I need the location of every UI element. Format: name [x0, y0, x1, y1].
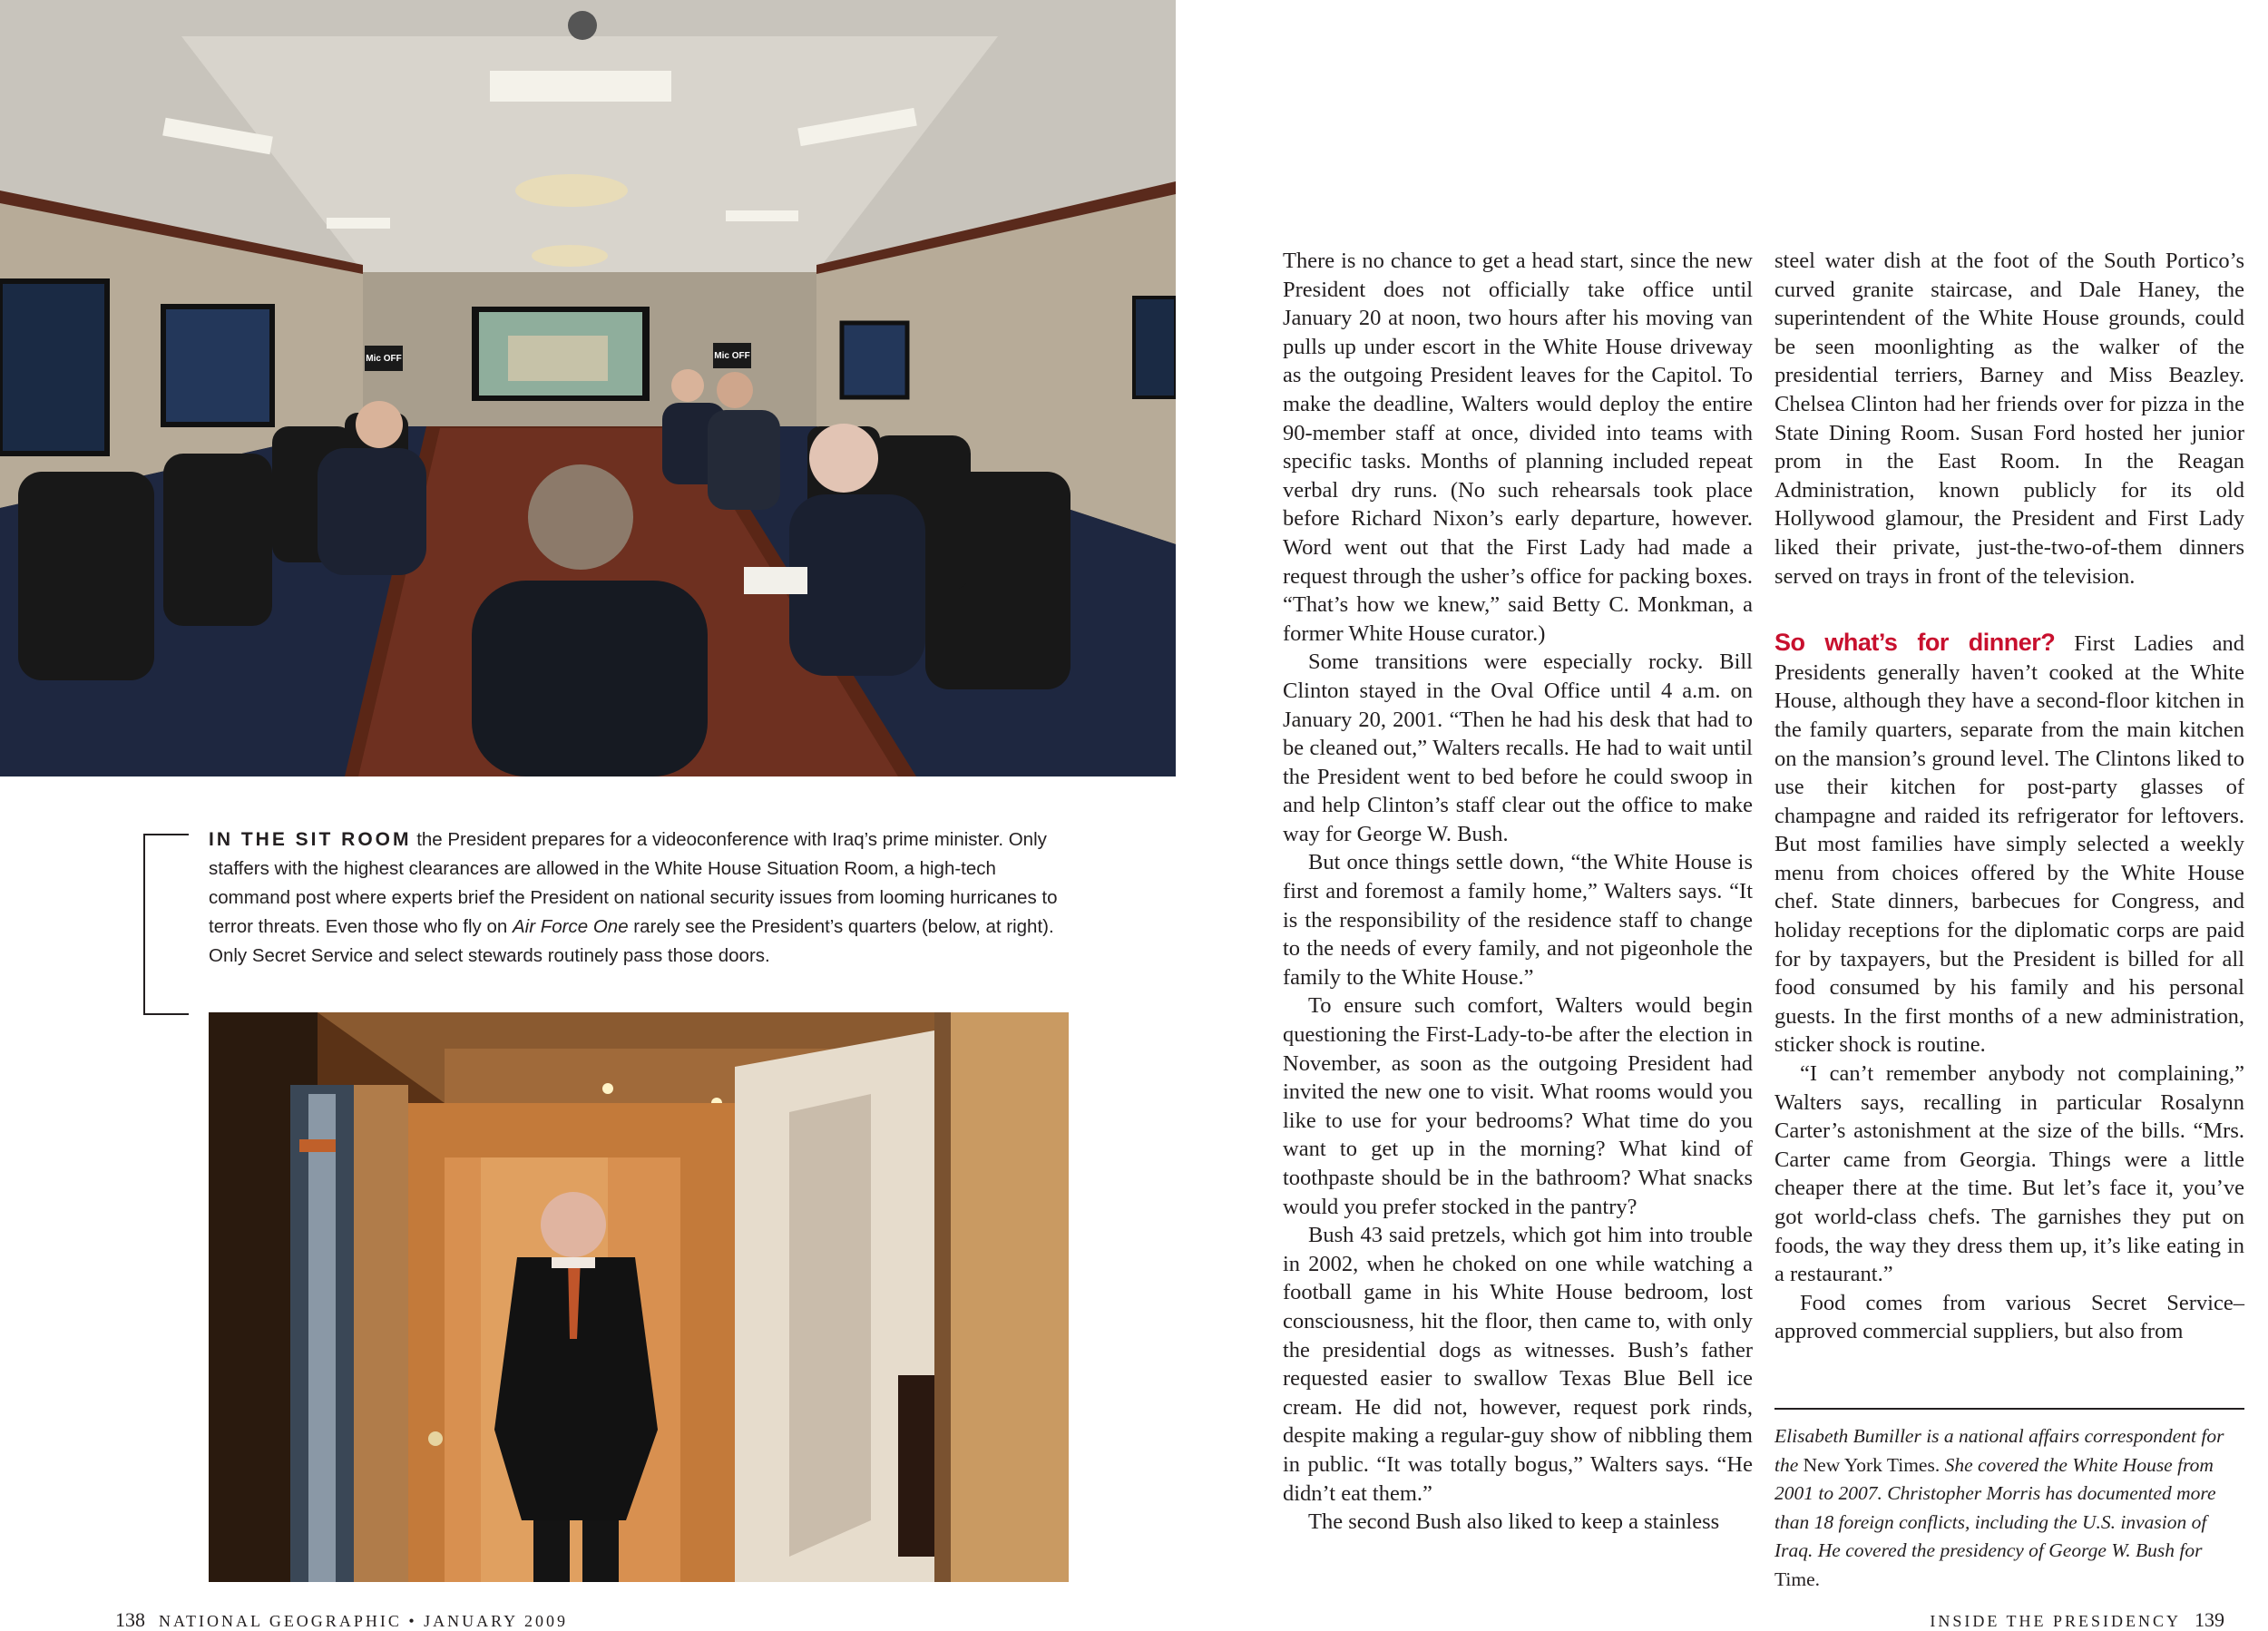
photo-caption	[209, 825, 1061, 971]
folio-left	[115, 1608, 568, 1631]
paragraph: Bush 43 said pretzels, which got him into trouble in 2002, when he choked on one while watching a football game in his White House bedroom, lost consciousness, hit the floor, then came to, with only the presidential dogs as witnesses. Bush’s father requested easier to swallow Texas Blue Bell ice cream. He did not, however, request pork rinds, despite making a regular-guy show of nibbling them in public. “It was totally bogus,” Walters says. “He didn’t eat them.”	[1283, 1223, 1753, 1506]
paragraph: “I can’t remember anybody not complaining,” Walters says, recalling in particular Rosalynn Carter’s astonishment at the size of the bills. “Mrs. Carter came from Georgia. Things were a little cheaper there at the time. But let’s face it, you’ve got world-class chefs. The garnishes they put on foods, the way they dress them up, it’s like eating in a restaurant.”	[1774, 1061, 2244, 1287]
subhead: So what’s for dinner?	[1774, 629, 2056, 657]
section-paragraph	[1774, 629, 2244, 1060]
page-number-left: 138	[115, 1608, 145, 1631]
bio-text-1: Elisabeth Bumiller is a national affairs correspondent for the	[1774, 1425, 2224, 1476]
paragraph: Some transitions were especially rocky. Bill Clinton stayed in the Oval Office until 4 a.m. on January 20, 2001. “Then he had his desk that had to be cleaned out,” Walters recalls. He had to wait until the President went to bed before he could swoop in and help Clinton’s staff clear out the office to make way for George W. Bush.	[1283, 649, 1753, 846]
article-column-right	[1774, 247, 2244, 1346]
paragraph: To ensure such comfort, Walters would begin questioning the First-Lady-to-be after the election in November, as soon as the outgoing President had invited the new one to visit. What rooms would you like to use for your bedrooms? What time do you want to get up in the morning? What kind of toothpaste should be in the bathroom? What snacks would you prefer stocked in the pantry?	[1283, 993, 1753, 1219]
folio-right	[1930, 1608, 2224, 1631]
paragraph: steel water dish at the foot of the South Portico’s curved granite staircase, and Dale Haney, the superintendent of the White House grounds, could be seen moonlighting as the walker of the presidential terriers, Barney and Miss Beazley. Chelsea Clinton had her friends over for pizza in the State Dining Room. Susan Ford hosted her junior prom in the East Room. In the Reagan Administration, known publicly for its old Hollywood glamour, the President and First Lady liked their private, just-the-two-of-them dinners served on trays in front of the television.	[1774, 249, 2244, 589]
bio-publication-time: Time.	[1774, 1568, 1820, 1590]
caption-italic-aircraft: Air Force One	[513, 916, 629, 937]
page-number-right: 139	[2195, 1608, 2224, 1631]
folio-right-text: INSIDE THE PRESIDENCY	[1930, 1612, 2181, 1630]
caption-text-2: rarely see the President’s quarters (below, at right). Only Secret Service and select stewards routinely pass those doors.	[209, 916, 1054, 966]
presidential-quarters-photo	[209, 1012, 1069, 1582]
situation-room-photo	[0, 0, 1176, 776]
paragraph: The second Bush also liked to keep a stainless	[1308, 1509, 1720, 1535]
article-column-left	[1283, 247, 1753, 1537]
mic-off-sign-left: Mic OFF	[366, 354, 402, 364]
paragraph: Food comes from various Secret Service–approved commercial suppliers, but also from	[1774, 1290, 2244, 1344]
caption-lead: IN THE SIT ROOM	[209, 829, 412, 850]
paragraph: There is no chance to get a head start, since the new President does not officially take office until January 20 at noon, two hours after his moving van pulls up under escort in the White House driveway as the outgoing President leaves for the Capitol. To make the deadline, Walters would deploy the entire 90-member staff at once, divided into teams with specific tasks. Months of planning included repeat verbal dry runs. (No such rehearsals took place before Richard Nixon’s early departure, however. Word went out that the First Lady had made a request through the usher’s office for packing boxes. “That’s how we knew,” said Betty C. Monkman, a former White House curator.)	[1283, 249, 1753, 646]
caption-text-1: the President prepares for a videoconference with Iraq’s prime minister. Only staffers with the highest clearances are allowed in the White House Situation Room, a high-tech command post where experts brief the President on national security issues from looming hurricanes to terror threats. Even those who fly on	[209, 829, 1058, 937]
bio-text-2: She covered the White House from 2001 to 2007. Christopher Morris has documented more than 18 foreign conflicts, including the U.S. invasion of Iraq. He covered the presidency of George W. Bush for	[1774, 1453, 2216, 1561]
bio-publication-nyt: New York Times.	[1803, 1453, 1941, 1476]
paragraph-text: First Ladies and Presidents generally haven’t cooked at the White House, although they have a second-floor kitchen in the family quarters, separate from the main kitchen on the mansion’s ground level. The Clintons liked to use their kitchen for post-party glasses of champagne and raided its refrigerator for leftovers. But most families have simply selected a weekly menu from choices offered by the White House chef. State dinners, barbecues for Congress, and holiday receptions for the diplomatic corps are paid for by taxpayers, but the President is billed for all food consumed by his family and his personal guests. In the first months of a new administration, sticker shock is routine.	[1774, 631, 2244, 1058]
aircraft-quarters-illustration	[209, 1012, 1069, 1582]
mic-off-sign-right: Mic OFF	[714, 351, 750, 361]
situation-room-illustration	[0, 0, 1176, 776]
folio-left-text: NATIONAL GEOGRAPHIC • JANUARY 2009	[159, 1612, 568, 1630]
paragraph: But once things settle down, “the White House is first and foremost a family home,” Walters says. “It is the responsibility of the residence staff to change to the needs of every family, and not pigeonhole the family to the White House.”	[1283, 850, 1753, 990]
author-bio	[1774, 1408, 2244, 1594]
caption-bracket	[143, 834, 189, 1015]
